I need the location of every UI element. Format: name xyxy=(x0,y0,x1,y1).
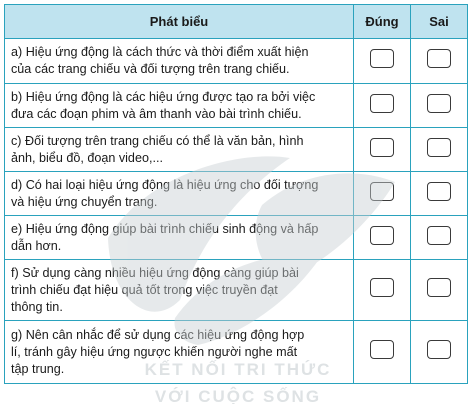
statement-text-c xyxy=(5,128,354,172)
statement-letter: f) xyxy=(11,265,19,280)
statement-letter: b) xyxy=(11,89,23,104)
statement-text-f xyxy=(5,260,354,321)
statement-line: của các trang chiếu và đối tượng trên trang chiếu. xyxy=(11,62,290,76)
statement-row-e xyxy=(5,216,468,260)
false-cell-g xyxy=(411,321,468,384)
true-cell-c xyxy=(354,128,411,172)
header-statement: Phát biểu xyxy=(5,5,354,39)
statement-text-a xyxy=(5,39,354,84)
header-false: Sai xyxy=(411,5,468,39)
true-cell-g xyxy=(354,321,411,384)
statement-row-c xyxy=(5,128,468,172)
statement-line: Nên cân nhắc để sử dụng các hiệu ứng động hợp xyxy=(25,327,305,342)
statement-line: Có hai loại hiệu ứng động là hiệu ứng cho đối tượng xyxy=(25,177,319,192)
true-checkbox-b[interactable] xyxy=(370,94,394,113)
false-checkbox-f[interactable] xyxy=(427,278,451,297)
statement-line: Đối tượng trên trang chiếu có thể là văn bản, hình xyxy=(25,133,304,148)
statement-line: tập trung. xyxy=(11,361,65,376)
statement-letter: e) xyxy=(11,221,23,236)
statement-row-b xyxy=(5,84,468,128)
statement-line: Hiệu ứng động là cách thức và thời điểm xuất hiện xyxy=(25,45,309,59)
true-checkbox-c[interactable] xyxy=(370,138,394,157)
statement-line: dẫn hơn. xyxy=(11,238,62,253)
statement-line: trình chiếu đạt hiệu quả tốt trong việc truyền đạt xyxy=(11,282,278,297)
false-cell-d xyxy=(411,172,468,216)
true-checkbox-e[interactable] xyxy=(370,226,394,245)
statement-letter: d) xyxy=(11,177,23,192)
false-checkbox-e[interactable] xyxy=(427,226,451,245)
statement-line: và hiệu ứng chuyển trang. xyxy=(11,194,158,209)
false-checkbox-d[interactable] xyxy=(427,182,451,201)
statement-row-d xyxy=(5,172,468,216)
statement-text-e xyxy=(5,216,354,260)
watermark-line-2: VỚI CUỘC SỐNG xyxy=(154,387,322,404)
statement-text-d xyxy=(5,172,354,216)
true-cell-d xyxy=(354,172,411,216)
true-checkbox-g[interactable] xyxy=(370,340,394,359)
statement-letter: g) xyxy=(11,327,23,342)
false-checkbox-g[interactable] xyxy=(427,340,451,359)
statement-line: Sử dụng càng nhiều hiệu ứng động càng giúp bài xyxy=(22,265,299,280)
header-row xyxy=(5,5,468,39)
watermark-line-1: KẾT NỐI TRI THỨC xyxy=(144,360,332,379)
false-checkbox-c[interactable] xyxy=(427,138,451,157)
true-cell-f xyxy=(354,260,411,321)
statement-line: lí, tránh gây hiệu ứng ngược khiến người nghe mất xyxy=(11,344,298,359)
true-cell-e xyxy=(354,216,411,260)
header-true: Đúng xyxy=(354,5,411,39)
false-cell-f xyxy=(411,260,468,321)
false-checkbox-b[interactable] xyxy=(427,94,451,113)
true-checkbox-d[interactable] xyxy=(370,182,394,201)
statement-letter: a) xyxy=(11,45,23,59)
statement-table xyxy=(4,4,468,384)
statement-letter: c) xyxy=(11,133,22,148)
statement-row-f xyxy=(5,260,468,321)
statement-row-g xyxy=(5,321,468,384)
true-cell-a xyxy=(354,39,411,84)
true-cell-b xyxy=(354,84,411,128)
statement-line: Hiệu ứng động giúp bài trình chiếu sinh động và hấp xyxy=(25,221,319,236)
false-cell-e xyxy=(411,216,468,260)
false-cell-b xyxy=(411,84,468,128)
false-checkbox-a[interactable] xyxy=(427,49,451,68)
statement-text-g xyxy=(5,321,354,384)
statement-line: ảnh, biểu đồ, đoạn video,... xyxy=(11,150,163,165)
statement-line: Hiệu ứng động là các hiệu ứng được tạo ra bởi việc xyxy=(25,89,316,104)
false-cell-a xyxy=(411,39,468,84)
statement-line: đưa các đoạn phim và âm thanh vào bài trình chiếu. xyxy=(11,106,302,121)
statement-row-a xyxy=(5,39,468,84)
true-checkbox-a[interactable] xyxy=(370,49,394,68)
false-cell-c xyxy=(411,128,468,172)
true-checkbox-f[interactable] xyxy=(370,278,394,297)
statement-text-b xyxy=(5,84,354,128)
statement-line: thông tin. xyxy=(11,299,63,314)
